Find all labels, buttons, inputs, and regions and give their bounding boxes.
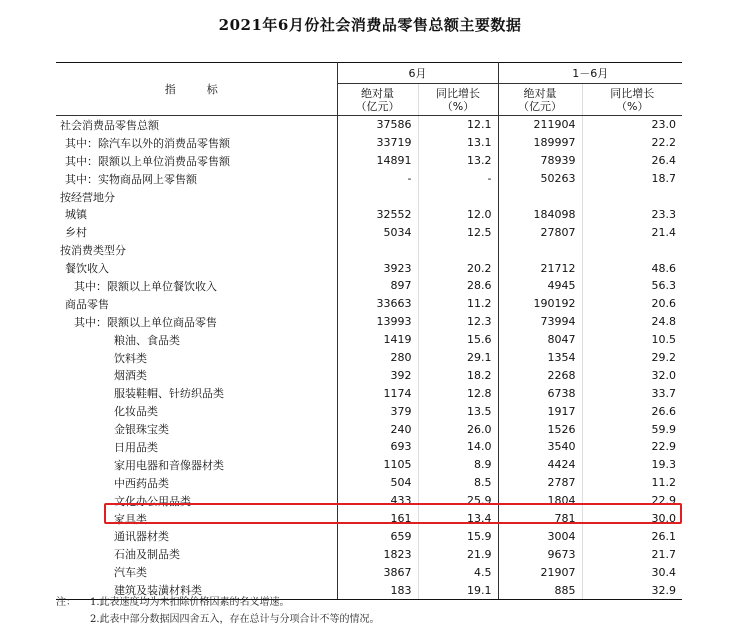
row-label: 金银珠宝类 xyxy=(56,420,337,438)
row-label: 商品零售 xyxy=(56,295,337,313)
ytd-abs-cell: 184098 xyxy=(498,205,582,223)
june-yoy-cell: 8.9 xyxy=(418,456,498,474)
ytd-yoy-cell: 10.5 xyxy=(651,333,676,347)
ytd-abs-cell: 190192 xyxy=(498,295,582,313)
june-yoy-cell: 8.5 xyxy=(418,474,498,492)
table-row xyxy=(56,277,682,295)
june-abs-cell: 1174 xyxy=(337,384,418,402)
table-row xyxy=(56,241,682,259)
ytd-yoy-cell: 19.3 xyxy=(651,458,676,472)
june-yoy-cell: 12.0 xyxy=(418,205,498,223)
table-row xyxy=(56,563,682,581)
table-row xyxy=(56,510,682,528)
table-row xyxy=(56,188,682,206)
june-yoy-cell: 18.2 xyxy=(418,366,498,384)
ytd-yoy-cell: 33.7 xyxy=(651,386,676,400)
ytd-abs-cell: 211904 xyxy=(498,116,582,134)
june-abs-cell: 504 xyxy=(337,474,418,492)
table-row xyxy=(56,331,682,349)
june-abs-cell: 379 xyxy=(337,402,418,420)
ytd-yoy-cell: 29.2 xyxy=(651,351,676,365)
june-abs-cell: 37586 xyxy=(337,116,418,134)
june-abs-cell: 1823 xyxy=(337,545,418,563)
june-abs-cell: 240 xyxy=(337,420,418,438)
row-label: 其中：限额以上单位消费品零售额 xyxy=(56,152,337,170)
row-label: 城镇 xyxy=(56,205,337,223)
ytd-abs-cell: 2787 xyxy=(498,474,582,492)
june-abs-cell: 3867 xyxy=(337,563,418,581)
ytd-abs-cell xyxy=(498,241,582,259)
june-yoy-cell: 20.2 xyxy=(418,259,498,277)
table-row xyxy=(56,152,682,170)
june-abs-cell: 659 xyxy=(337,527,418,545)
ytd-yoy-cell: 48.6 xyxy=(651,261,676,275)
ytd-yoy-cell: 23.0 xyxy=(651,118,676,132)
june-yoy-cell: 12.1 xyxy=(418,116,498,134)
june-abs-cell: 693 xyxy=(337,438,418,456)
ytd-abs-cell: 2268 xyxy=(498,366,582,384)
june-yoy-cell xyxy=(418,188,498,206)
ytd-abs-cell: 4945 xyxy=(498,277,582,295)
june-abs-cell: 280 xyxy=(337,349,418,367)
row-label: 化妆品类 xyxy=(56,402,337,420)
ytd-abs-cell: 1917 xyxy=(498,402,582,420)
table-row xyxy=(56,545,682,563)
june-yoy-cell: 13.4 xyxy=(418,510,498,528)
row-label: 文化办公用品类 xyxy=(56,492,337,510)
indicator-header: 指 标 xyxy=(56,63,337,116)
table-row xyxy=(56,492,682,510)
june-abs-header: 绝对量 （亿元） xyxy=(337,84,418,116)
june-abs-cell: 392 xyxy=(337,366,418,384)
ytd-abs-cell: 27807 xyxy=(498,223,582,241)
ytd-yoy-cell: 30.0 xyxy=(651,512,676,526)
june-yoy-cell: 13.2 xyxy=(418,152,498,170)
ytd-yoy-cell: 56.3 xyxy=(651,279,676,293)
june-yoy-cell: 19.1 xyxy=(418,581,498,599)
ytd-yoy-cell: 26.1 xyxy=(651,529,676,543)
row-label: 粮油、食品类 xyxy=(56,331,337,349)
june-abs-cell: 13993 xyxy=(337,313,418,331)
june-yoy-cell: 28.6 xyxy=(418,277,498,295)
ytd-abs-cell: 4424 xyxy=(498,456,582,474)
june-abs-cell: 897 xyxy=(337,277,418,295)
row-label: 中西药品类 xyxy=(56,474,337,492)
june-yoy-cell: 13.5 xyxy=(418,402,498,420)
ytd-yoy-cell: 59.9 xyxy=(651,422,676,436)
june-abs-cell: 1419 xyxy=(337,331,418,349)
ytd-abs-header: 绝对量 （亿元） xyxy=(498,84,582,116)
june-yoy-cell: 12.3 xyxy=(418,313,498,331)
ytd-yoy-cell: 23.3 xyxy=(651,207,676,221)
ytd-abs-cell: 885 xyxy=(498,581,582,599)
june-yoy-cell: 11.2 xyxy=(418,295,498,313)
table-row xyxy=(56,366,682,384)
row-label: 家用电器和音像器材类 xyxy=(56,456,337,474)
row-label: 其中：实物商品网上零售额 xyxy=(56,170,337,188)
june-yoy-cell: - xyxy=(418,170,498,188)
ytd-abs-cell: 21907 xyxy=(498,563,582,581)
ytd-abs-cell: 73994 xyxy=(498,313,582,331)
june-yoy-header: 同比增长 （%） xyxy=(418,84,498,116)
row-label: 按消费类型分 xyxy=(56,241,337,259)
row-label: 其中：限额以上单位商品零售 xyxy=(56,313,337,331)
ytd-yoy-cell: 18.7 xyxy=(651,172,676,186)
june-abs-cell: - xyxy=(337,170,418,188)
ytd-abs-cell: 1526 xyxy=(498,420,582,438)
ytd-yoy-cell: 26.4 xyxy=(651,154,676,168)
ytd-abs-cell: 3004 xyxy=(498,527,582,545)
row-label: 餐饮收入 xyxy=(56,259,337,277)
ytd-abs-cell: 8047 xyxy=(498,331,582,349)
ytd-yoy-cell xyxy=(582,241,682,259)
retail-sales-table xyxy=(56,62,682,600)
table-row xyxy=(56,474,682,492)
june-abs-cell xyxy=(337,241,418,259)
row-label: 石油及制品类 xyxy=(56,545,337,563)
ytd-abs-cell: 1804 xyxy=(498,492,582,510)
june-yoy-cell: 29.1 xyxy=(418,349,498,367)
table-row xyxy=(56,205,682,223)
ytd-yoy-cell: 32.0 xyxy=(651,368,676,382)
table-row xyxy=(56,259,682,277)
table-row xyxy=(56,402,682,420)
june-abs-cell: 32552 xyxy=(337,205,418,223)
table-row xyxy=(56,134,682,152)
ytd-yoy-cell: 32.9 xyxy=(582,581,682,599)
row-label: 社会消费品零售总额 xyxy=(56,116,337,134)
june-yoy-cell xyxy=(418,241,498,259)
june-abs-cell: 433 xyxy=(337,492,418,510)
ytd-yoy-cell: 21.4 xyxy=(651,225,676,239)
ytd-abs-cell: 3540 xyxy=(498,438,582,456)
ytd-abs-cell: 78939 xyxy=(498,152,582,170)
row-label: 其中：除汽车以外的消费品零售额 xyxy=(56,134,337,152)
june-abs-cell: 5034 xyxy=(337,223,418,241)
june-abs-cell: 33719 xyxy=(337,134,418,152)
june-abs-cell: 183 xyxy=(337,581,418,599)
row-label: 日用品类 xyxy=(56,438,337,456)
table-row xyxy=(56,420,682,438)
ytd-yoy-cell: 22.9 xyxy=(651,494,676,508)
row-label: 乡村 xyxy=(56,223,337,241)
ytd-group-header: 1－6月 xyxy=(498,63,682,84)
footnote-label: 注： xyxy=(56,597,76,608)
ytd-abs-cell: 1354 xyxy=(498,349,582,367)
table-row xyxy=(56,170,682,188)
row-label: 其中：限额以上单位餐饮收入 xyxy=(56,277,337,295)
june-yoy-cell: 25.9 xyxy=(418,492,498,510)
june-yoy-cell: 13.1 xyxy=(418,134,498,152)
june-yoy-cell: 14.0 xyxy=(418,438,498,456)
row-label: 按经营地分 xyxy=(56,188,337,206)
june-abs-cell: 33663 xyxy=(337,295,418,313)
ytd-yoy-cell: 22.9 xyxy=(651,440,676,454)
june-yoy-cell: 12.8 xyxy=(418,384,498,402)
row-label: 饮料类 xyxy=(56,349,337,367)
ytd-abs-cell xyxy=(498,188,582,206)
table-row xyxy=(56,384,682,402)
june-abs-cell xyxy=(337,188,418,206)
row-label: 建筑及装潢材料类 xyxy=(56,581,337,599)
footnotes xyxy=(56,594,380,628)
ytd-yoy-cell: 24.8 xyxy=(651,315,676,329)
footnote-2: 2.此表中部分数据因四舍五入，存在总计与分项合计不等的情况。 xyxy=(90,614,380,625)
june-yoy-cell: 12.5 xyxy=(418,223,498,241)
ytd-yoy-cell: 11.2 xyxy=(651,476,676,490)
ytd-yoy-header: 同比增长 （%） xyxy=(582,84,682,116)
table-row xyxy=(56,295,682,313)
table-row xyxy=(56,438,682,456)
june-yoy-cell: 4.5 xyxy=(418,563,498,581)
ytd-yoy-cell xyxy=(582,188,682,206)
table-body xyxy=(56,116,682,600)
table-row xyxy=(56,313,682,331)
table-row xyxy=(56,349,682,367)
ytd-abs-cell: 6738 xyxy=(498,384,582,402)
ytd-abs-cell: 189997 xyxy=(498,134,582,152)
footnote-1: 1.此表速度均为未扣除价格因素的名义增速。 xyxy=(90,597,290,608)
table-row xyxy=(56,456,682,474)
june-abs-cell: 3923 xyxy=(337,259,418,277)
ytd-yoy-cell: 22.2 xyxy=(651,136,676,150)
june-yoy-cell: 15.9 xyxy=(418,527,498,545)
june-group-header: 6月 xyxy=(337,63,498,84)
june-abs-cell: 1105 xyxy=(337,456,418,474)
ytd-abs-cell: 21712 xyxy=(498,259,582,277)
table-row xyxy=(56,116,682,134)
ytd-abs-cell: 781 xyxy=(498,510,582,528)
june-abs-cell: 161 xyxy=(337,510,418,528)
ytd-abs-cell: 50263 xyxy=(498,170,582,188)
june-abs-cell: 14891 xyxy=(337,152,418,170)
row-label: 烟酒类 xyxy=(56,366,337,384)
row-label: 通讯器材类 xyxy=(56,527,337,545)
ytd-yoy-cell: 20.6 xyxy=(651,297,676,311)
ytd-yoy-cell: 26.6 xyxy=(651,404,676,418)
june-yoy-cell: 15.6 xyxy=(418,331,498,349)
row-label: 服装鞋帽、针纺织品类 xyxy=(56,384,337,402)
ytd-yoy-cell: 21.7 xyxy=(651,547,676,561)
page-title: 2021年6月份社会消费品零售总额主要数据 xyxy=(218,16,522,34)
ytd-yoy-cell: 30.4 xyxy=(651,565,676,579)
ytd-abs-cell: 9673 xyxy=(498,545,582,563)
row-label: 家具类 xyxy=(56,510,337,528)
row-label: 汽车类 xyxy=(56,563,337,581)
table-row xyxy=(56,527,682,545)
june-yoy-cell: 21.9 xyxy=(418,545,498,563)
table-row xyxy=(56,223,682,241)
june-yoy-cell: 26.0 xyxy=(418,420,498,438)
